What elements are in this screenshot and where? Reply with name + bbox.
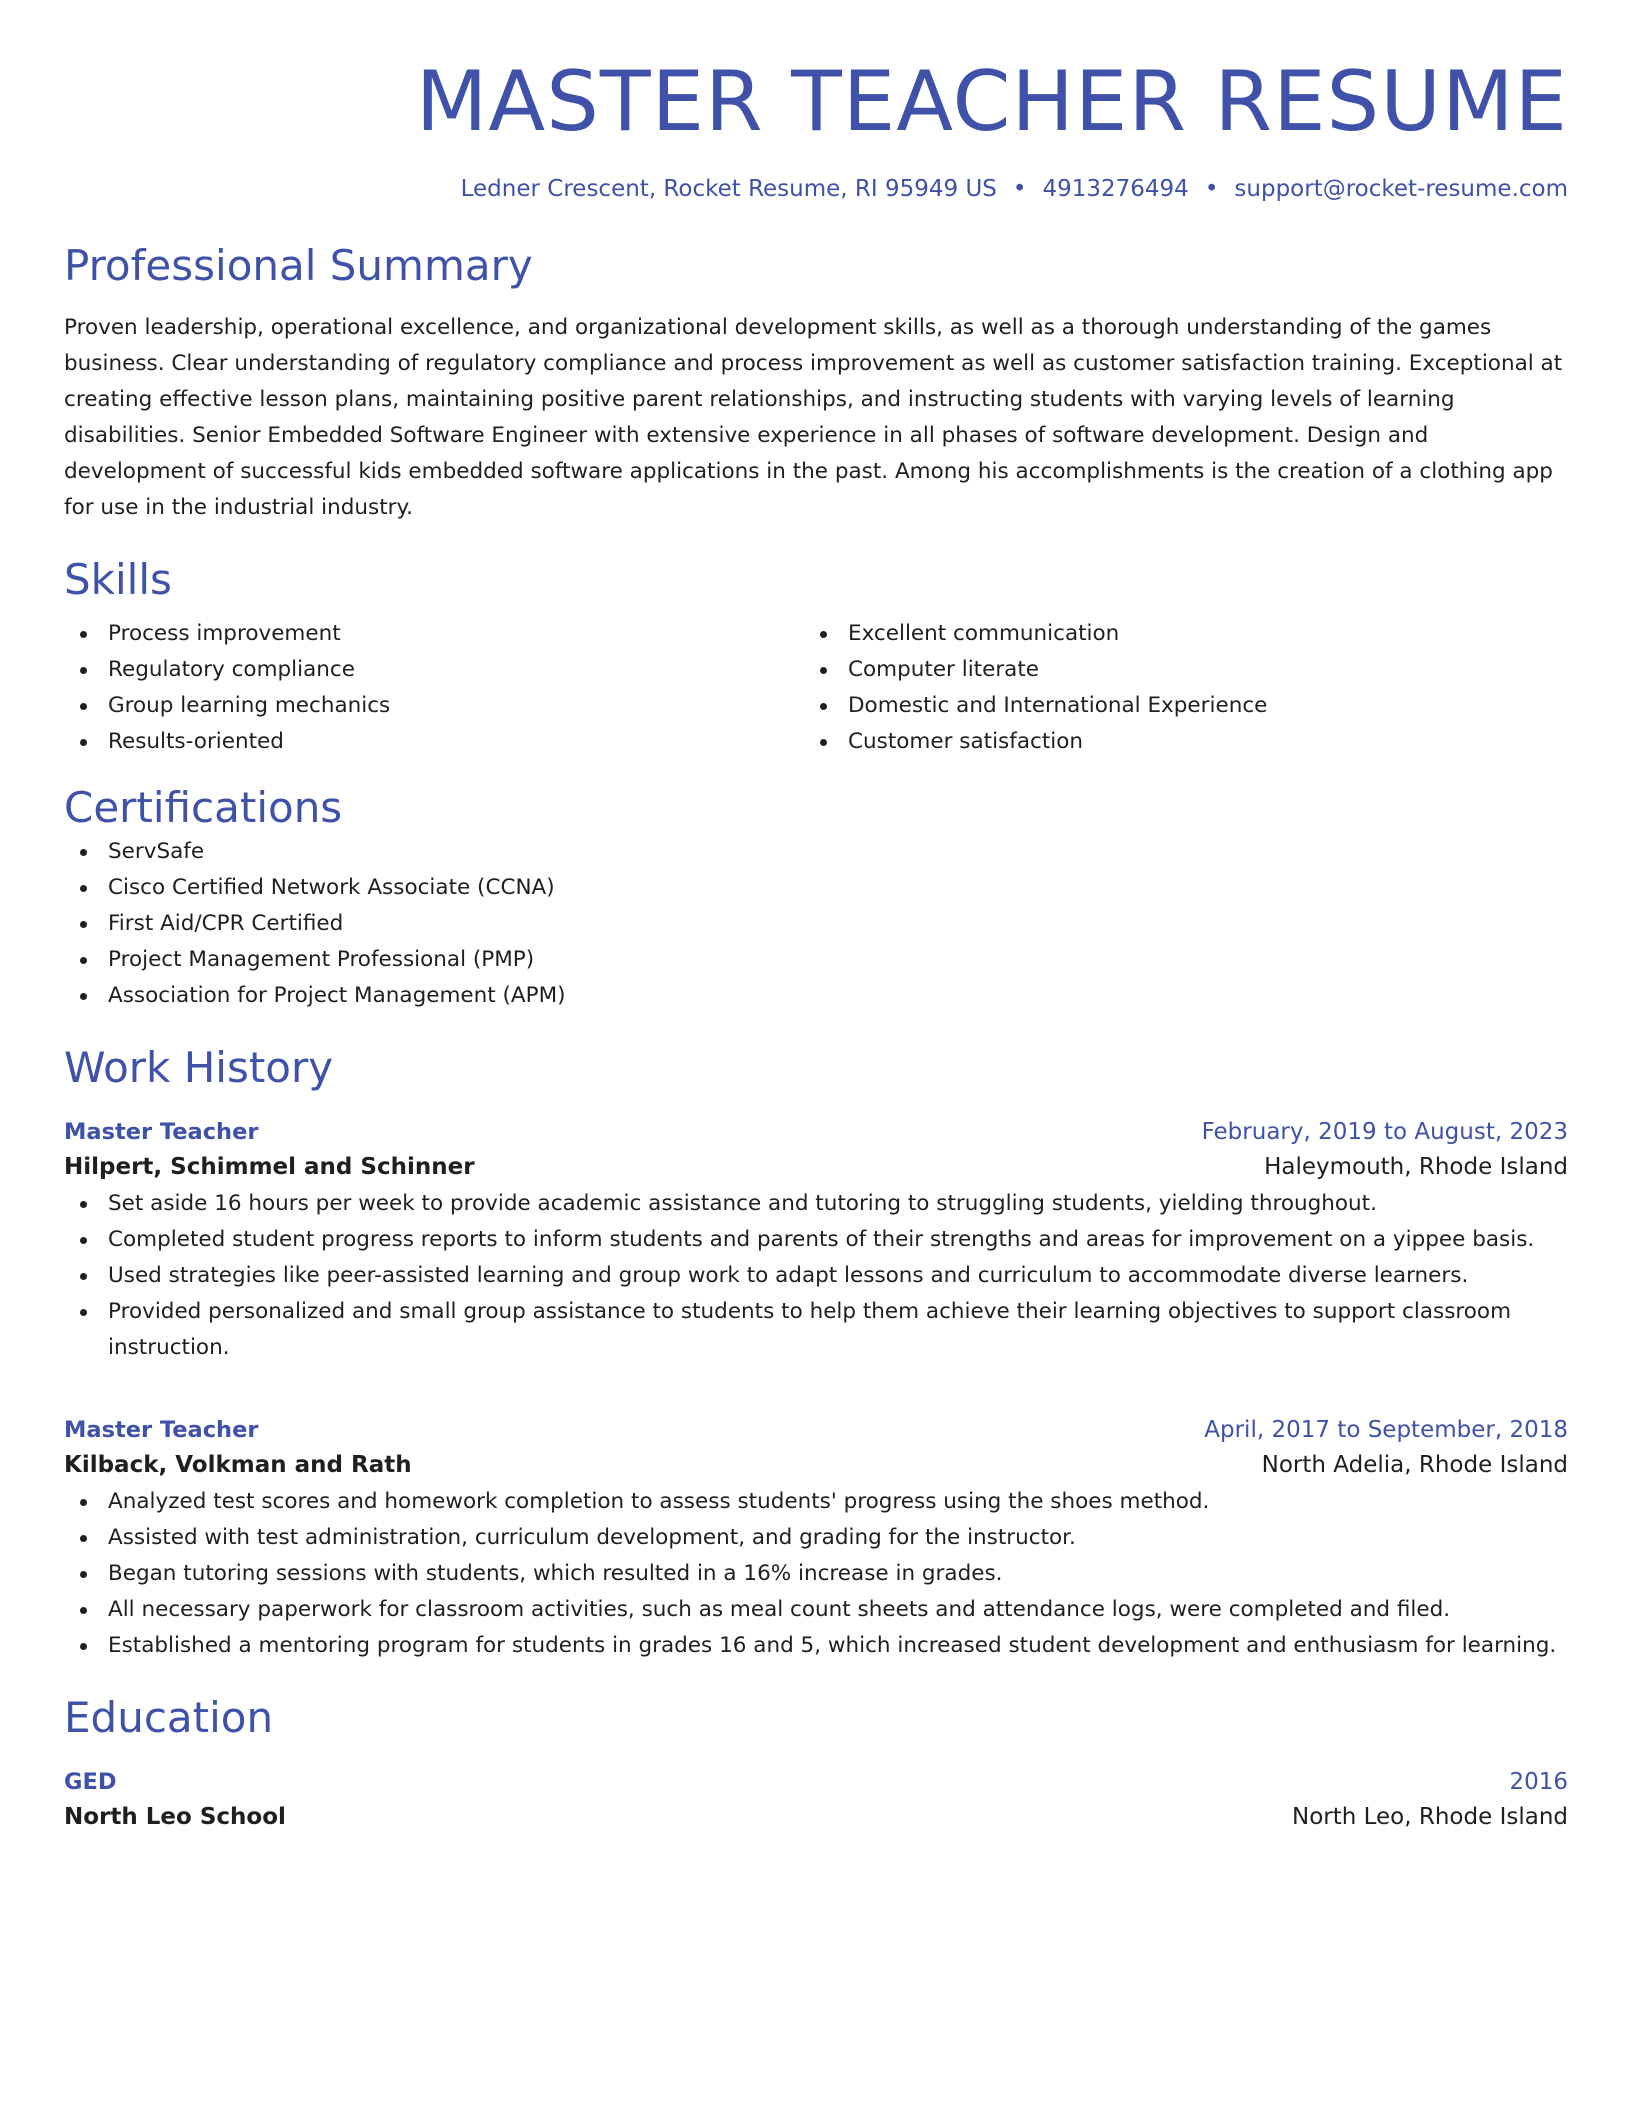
job-company-row — [64, 1148, 1568, 1186]
job-company: Kilback, Volkman and Rath — [64, 1452, 412, 1478]
job-title-row — [64, 1414, 1568, 1446]
job-title: Master Teacher — [64, 1119, 259, 1145]
job-duties-list — [64, 1484, 1568, 1664]
job-duty: Set aside 16 hours per week to provide academic assistance and tutoring to struggling students, yielding throughout. — [64, 1186, 1568, 1222]
education-degree-row — [64, 1766, 1568, 1798]
skills-list-left — [64, 616, 804, 760]
certification-item: First Aid/CPR Certified — [64, 906, 1568, 942]
summary-text: Proven leadership, operational excellence, and organizational development skills, as well as a thorough understanding of the games business. Clear understanding of regulatory compliance and process improvement as well as customer satisfaction training. Exceptional at creating effective lesson plans, maintaining positive parent relationships, and instructing students with varying levels of learning disabilities. Senior Embedded Software Engineer with extensive experience in all phases of software development. Design and development of successful kids embedded software applications in the past. Among his accomplishments is the creation of a clothing app for use in the industrial industry. — [64, 315, 1563, 520]
skill-item: Computer literate — [804, 652, 1544, 688]
skill-item: Domestic and International Experience — [804, 688, 1544, 724]
contact-email[interactable]: support@rocket-resume.com — [1234, 176, 1568, 202]
education-location: North Leo, Rhode Island — [1291, 1804, 1568, 1830]
resume-header — [64, 52, 1568, 204]
job-entry — [64, 1414, 1568, 1664]
education-entry — [64, 1766, 1568, 1836]
contact-separator: • — [1012, 176, 1027, 202]
certification-item: ServSafe — [64, 834, 1568, 870]
certifications-heading: Certifications — [64, 783, 343, 832]
education-year: 2016 — [1509, 1769, 1568, 1795]
job-duties-list — [64, 1186, 1568, 1366]
education-section — [64, 1692, 1568, 1836]
education-degree: GED — [64, 1769, 117, 1795]
summary-section — [64, 240, 1568, 526]
work-history-section — [64, 1042, 1568, 1664]
skill-item: Customer satisfaction — [804, 724, 1544, 760]
job-dates: February, 2019 to August, 2023 — [1201, 1119, 1568, 1145]
job-dates: April, 2017 to September, 2018 — [1204, 1417, 1568, 1443]
job-entry — [64, 1116, 1568, 1366]
certifications-section — [64, 782, 1568, 1014]
skill-item: Results-oriented — [64, 724, 804, 760]
contact-phone: 4913276494 — [1042, 176, 1189, 202]
skills-section — [64, 554, 1568, 760]
skills-heading: Skills — [64, 555, 172, 604]
job-duty: Established a mentoring program for students in grades 16 and 5, which increased student development and enthusiasm for learning. — [64, 1628, 1568, 1664]
job-duty: Assisted with test administration, curriculum development, and grading for the instructor. — [64, 1520, 1568, 1556]
contact-address: Ledner Crescent, Rocket Resume, RI 95949 US — [460, 176, 997, 202]
summary-heading: Professional Summary — [64, 241, 533, 290]
job-duty: Analyzed test scores and homework completion to assess students' progress using the shoes method. — [64, 1484, 1568, 1520]
job-duty: Began tutoring sessions with students, which resulted in a 16% increase in grades. — [64, 1556, 1568, 1592]
job-duty: Completed student progress reports to inform students and parents of their strengths and areas for improvement on a yippee basis. — [64, 1222, 1568, 1258]
education-school: North Leo School — [64, 1804, 286, 1830]
skill-item: Group learning mechanics — [64, 688, 804, 724]
work-history-heading: Work History — [64, 1043, 334, 1092]
certification-item: Cisco Certified Network Associate (CCNA) — [64, 870, 1568, 906]
contact-separator: • — [1204, 176, 1219, 202]
contact-line — [64, 174, 1568, 204]
education-heading: Education — [64, 1693, 274, 1742]
education-school-row — [64, 1798, 1568, 1836]
certification-item: Project Management Professional (PMP) — [64, 942, 1568, 978]
job-company-row — [64, 1446, 1568, 1484]
skill-item: Excellent communication — [804, 616, 1544, 652]
skills-list-right — [804, 616, 1544, 760]
certifications-list — [64, 834, 1568, 1014]
skill-item: Process improvement — [64, 616, 804, 652]
skill-item: Regulatory compliance — [64, 652, 804, 688]
job-duty: All necessary paperwork for classroom activities, such as meal count sheets and attendance logs, were completed and filed. — [64, 1592, 1568, 1628]
job-duty: Provided personalized and small group assistance to students to help them achieve their learning objectives to support classroom instruction. — [64, 1294, 1568, 1366]
job-location: North Adelia, Rhode Island — [1261, 1452, 1568, 1478]
certification-item: Association for Project Management (APM) — [64, 978, 1568, 1014]
resume-title: MASTER TEACHER RESUME — [415, 53, 1568, 150]
job-company: Hilpert, Schimmel and Schinner — [64, 1154, 475, 1180]
skills-grid — [64, 616, 1568, 760]
job-title: Master Teacher — [64, 1417, 259, 1443]
job-location: Haleymouth, Rhode Island — [1264, 1154, 1568, 1180]
job-duty: Used strategies like peer-assisted learning and group work to adapt lessons and curriculum to accommodate diverse learners. — [64, 1258, 1568, 1294]
job-title-row — [64, 1116, 1568, 1148]
